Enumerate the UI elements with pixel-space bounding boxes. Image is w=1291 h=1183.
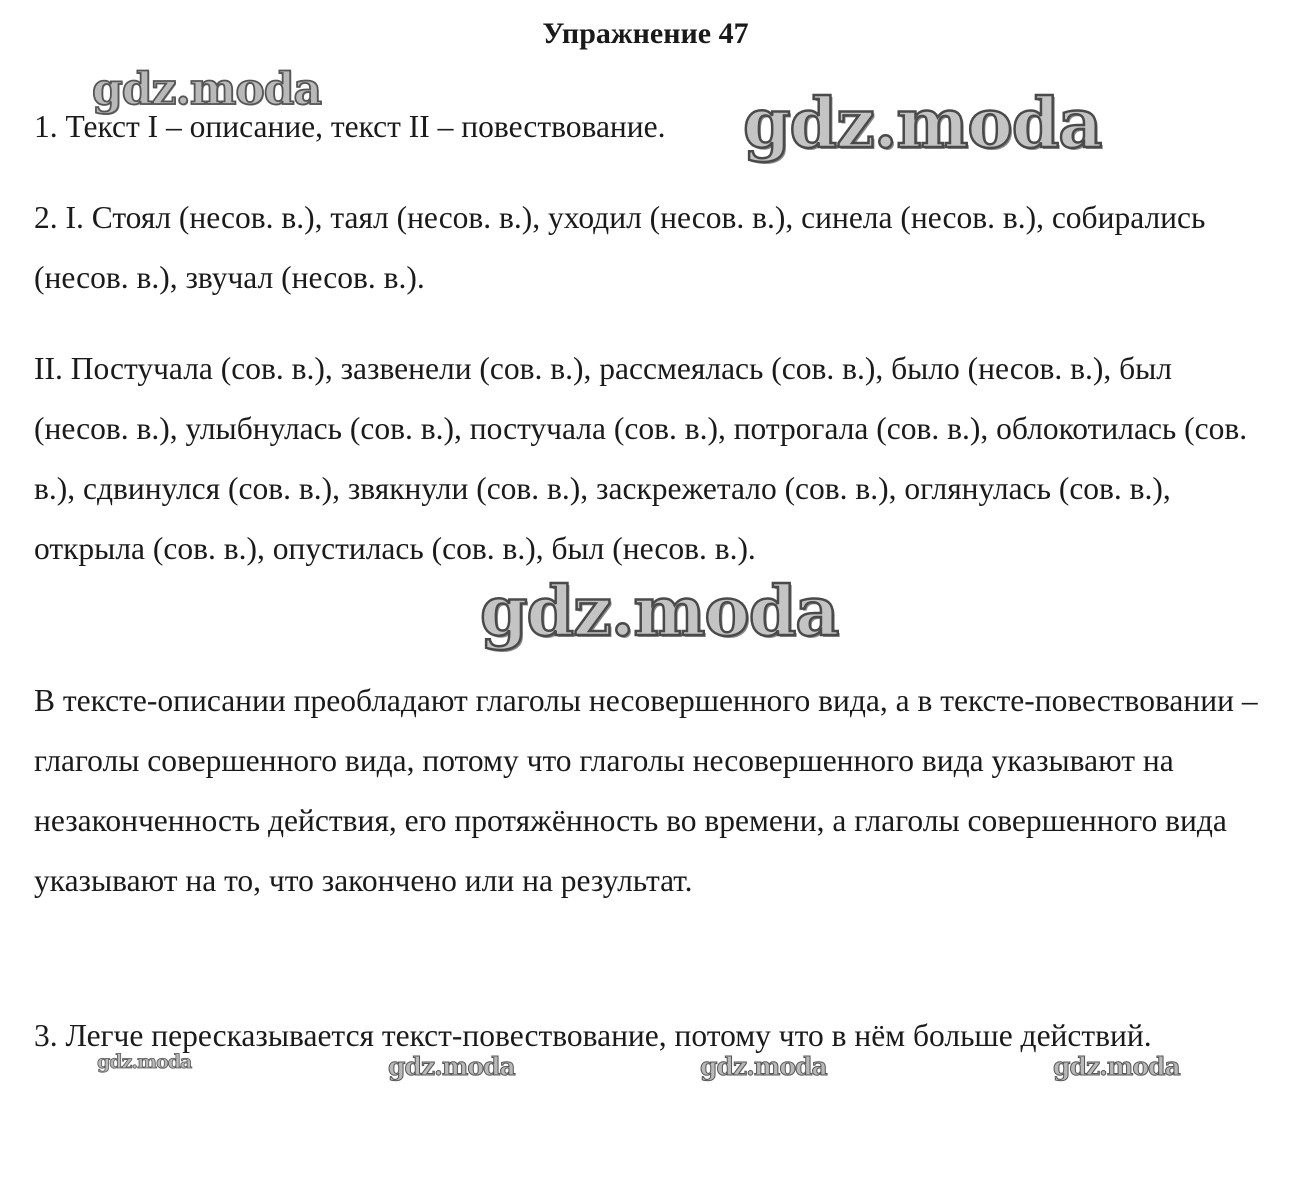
watermark: gdz.moda — [480, 572, 839, 652]
watermark: gdz.moda — [1053, 1052, 1180, 1081]
watermark: gdz.moda — [743, 84, 1102, 164]
watermark: gdz.moda — [92, 64, 322, 115]
answer-paragraph-4: В тексте-описании преобладают глаголы несовершенного вида, а в тексте-повествовании – глаголы совершенного вида, потому что глаголы несовершенного вида указывают на незаконченность действия, его протяжённость во времени, а глаголы совершенного вида указывают на то, что закончено или на результат. — [34, 683, 1258, 898]
answer-paragraph-2: 2. I. Стоял (несов. в.), таял (несов. в.), уходил (несов. в.), синела (несов. в.), собирались (несов. в.), звучал (несов. в.). — [34, 200, 1206, 295]
watermark: gdz.moda — [388, 1052, 515, 1081]
watermark: gdz.moda — [97, 1051, 192, 1073]
answer-paragraph-1: 1. Текст I – описание, текст II – повествование. — [34, 109, 666, 144]
watermark: gdz.moda — [700, 1052, 827, 1081]
answer-paragraph-5: 3. Легче пересказывается текст-повествование, потому что в нём больше действий. — [34, 1018, 1152, 1053]
exercise-title: Упражнение 47 — [542, 17, 749, 50]
answer-paragraph-3: II. Постучала (сов. в.), зазвенели (сов. в.), рассмеялась (сов. в.), было (несов. в.), был (несов. в.), улыбнулась (сов. в.), постучала (сов. в.), потрогала (сов. в.), облокотилась (сов. в.), сдвинулся (сов. в.), звякнули (сов. в.), заскрежетало (сов. в.), оглянулась (сов. в.), открыла (сов. в.), опустилась (сов. в.), был (несов. в.). — [34, 351, 1248, 566]
